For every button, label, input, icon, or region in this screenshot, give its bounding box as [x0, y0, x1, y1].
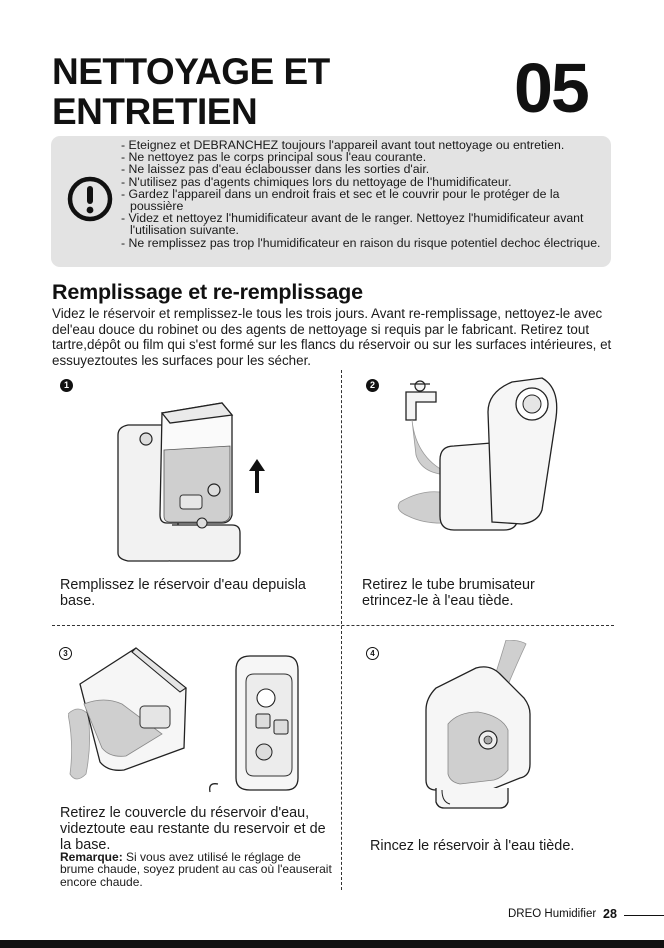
rinse-tank-illustration	[418, 640, 548, 815]
step-caption-1: Remplissez le réservoir d'eau depuisla base.	[60, 577, 306, 610]
warning-item: - Ne remplissez pas trop l'humidificateur en raison du risque potentiel dechoc électrique.	[121, 237, 609, 249]
warning-item: - Gardez l'appareil dans un endroit frais et sec et le couvrir pour le protéger de la poussière	[121, 188, 609, 212]
warning-item: - Videz et nettoyez l'humidificateur avant de le ranger. Nettoyez l'humidificateur avant l'utilisation suivante.	[121, 212, 609, 236]
bottom-bar	[0, 940, 664, 948]
rinse-mist-tube-illustration	[390, 372, 565, 552]
step-number-3: 3	[59, 647, 72, 660]
page-title: NETTOYAGE ET ENTRETIEN	[52, 51, 330, 132]
warning-item: - Eteignez et DEBRANCHEZ toujours l'appareil avant tout nettoyage ou entretien.	[121, 139, 609, 151]
note-label: Remarque:	[60, 850, 123, 864]
step-caption-3: Retirez le couvercle du réservoir d'eau, videztoute eau restante du reservoir et de la base.	[60, 805, 326, 854]
grid-divider-horizontal	[52, 625, 614, 626]
section-intro: Videz le réservoir et remplissez-le tous les trois jours. Avant re-remplissage, nettoyez-le avec del'eau douce du robinet ou des agents de nettoyage si requis par le fabricant. Retirez tout tartre,dépôt ou film qui s'est formé sur les flancs du réservoir ou sur les surfaces intérieures, et essuyeztoutes les surfaces pour les sécher.	[52, 306, 612, 368]
warning-list	[121, 139, 609, 249]
footer-brand: DREO Humidifier	[508, 908, 597, 920]
step-number-4: 4	[366, 647, 379, 660]
grid-divider-vertical	[341, 370, 342, 890]
page-number: 28	[603, 907, 617, 921]
warning-item: - Ne laissez pas d'eau éclabousser dans les sorties d'air.	[121, 163, 609, 175]
fill-tank-illustration	[110, 395, 280, 565]
exclamation-circle-icon	[66, 175, 114, 223]
chapter-number: 05	[514, 49, 588, 127]
step-caption-2: Retirez le tube brumisateur etrincez-le à l'eau tiède.	[362, 577, 535, 610]
note	[60, 851, 335, 888]
step-caption-4: Rincez le réservoir à l'eau tiède.	[370, 838, 575, 854]
footer-rule	[624, 915, 664, 916]
warning-item: - N'utilisez pas d'agents chimiques lors du nettoyage de l'humidificateur.	[121, 176, 609, 188]
empty-tank-illustration	[68, 634, 343, 794]
warning-item: - Ne nettoyez pas le corps principal sous l'eau courante.	[121, 151, 609, 163]
step-number-2: 2	[366, 379, 379, 392]
note-text: Si vous avez utilisé le réglage de brume chaude, soyez prudent au cas où l'eauserait encore chaude.	[60, 850, 332, 889]
step-number-1: 1	[60, 379, 73, 392]
section-heading: Remplissage et re-remplissage	[52, 280, 363, 304]
